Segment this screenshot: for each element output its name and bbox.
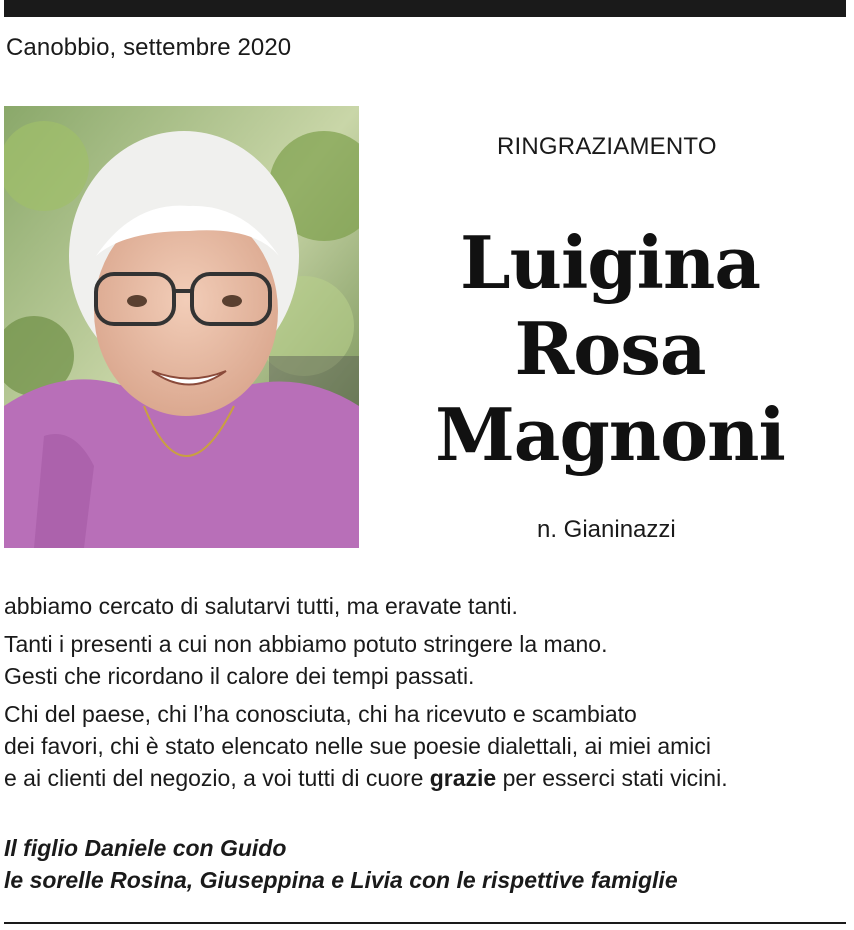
signature-line: le sorelle Rosina, Giuseppina e Livia con le rispettive famiglie bbox=[4, 867, 678, 893]
bottom-rule bbox=[4, 922, 846, 924]
first-name: Luigina bbox=[459, 220, 761, 305]
date-location: Canobbio, settembre 2020 bbox=[6, 34, 292, 61]
deceased-name bbox=[420, 220, 800, 478]
paragraph-line: Tanti i presenti a cui non abbiamo potuto stringere la mano. bbox=[4, 631, 608, 657]
paragraph-line bbox=[4, 762, 850, 794]
thank-you-text bbox=[4, 590, 850, 800]
paragraph-line: abbiamo cercato di salutarvi tutti, ma eravate tanti. bbox=[4, 593, 518, 619]
maiden-name: n. Gianinazzi bbox=[537, 516, 676, 543]
portrait-photo bbox=[4, 106, 359, 548]
paragraph-3 bbox=[4, 698, 850, 794]
text-segment: per esserci stati vicini. bbox=[496, 765, 728, 791]
text-segment: e ai clienti del negozio, a voi tutti di cuore bbox=[4, 765, 430, 791]
paragraph-line: Gesti che ricordano il calore dei tempi passati. bbox=[4, 663, 475, 689]
signature-line: Il figlio Daniele con Guido bbox=[4, 835, 287, 861]
family-signatures bbox=[4, 832, 678, 896]
grazie-emphasis: grazie bbox=[429, 765, 497, 791]
last-name: Magnoni bbox=[435, 392, 785, 477]
paragraph-line: dei favori, chi è stato elencato nelle sue poesie dialettali, ai miei amici bbox=[4, 733, 711, 759]
paragraph-line: Chi del paese, chi l’ha conosciuta, chi ha ricevuto e scambiato bbox=[4, 701, 637, 727]
top-rule bbox=[4, 0, 846, 17]
paragraph-2 bbox=[4, 628, 850, 692]
paragraph-1 bbox=[4, 590, 850, 622]
middle-name: Rosa bbox=[514, 306, 706, 391]
heading-ringraziamento: RINGRAZIAMENTO bbox=[497, 133, 717, 160]
